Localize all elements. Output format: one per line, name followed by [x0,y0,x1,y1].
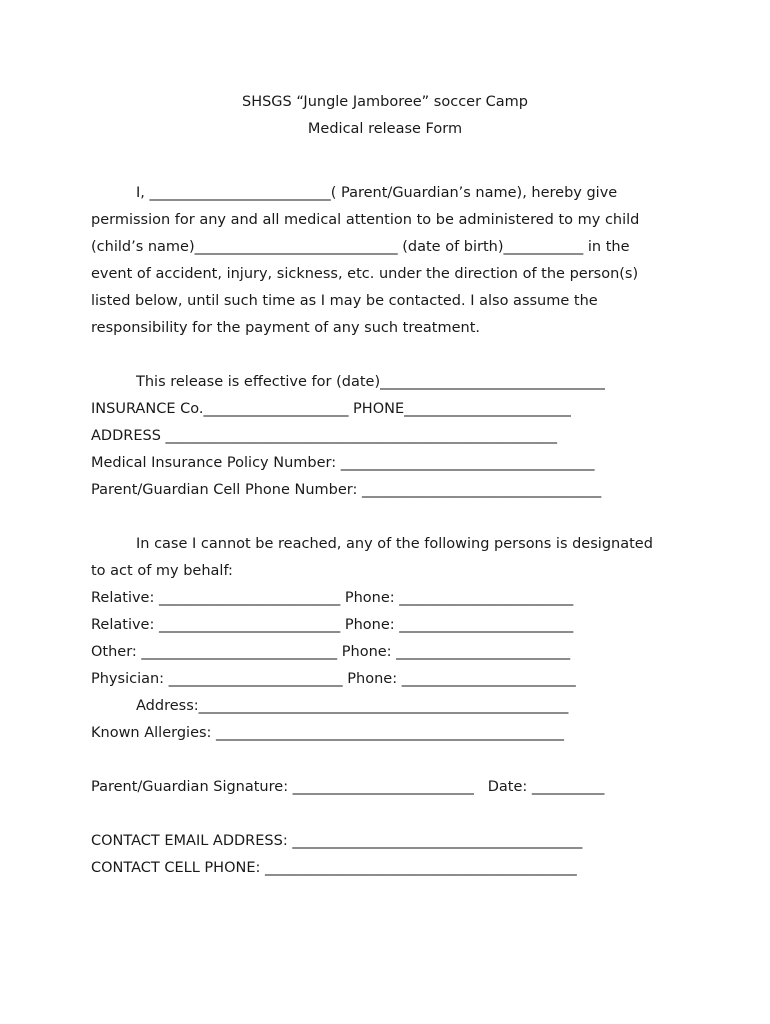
physician-address-field[interactable]: Address:___________________________________________________ [136,698,569,714]
form-subtitle: Medical release Form [307,121,463,137]
designate-intro-line-1: In case I cannot be reached, any of the following persons is designated [136,536,653,552]
other-contact-field[interactable]: Other: ___________________________ Phone: ________________________ [91,644,571,660]
permission-line-5: listed below, until such time as I may be contacted. I also assume the [91,293,598,309]
permission-line-2: permission for any and all medical attention to be administered to my child [91,212,640,228]
guardian-cell-field[interactable]: Parent/Guardian Cell Phone Number: _________________________________ [91,482,602,498]
permission-line-3: (child’s name)____________________________ (date of birth)___________ in the [91,239,630,255]
permission-line-6: responsibility for the payment of any such treatment. [91,320,481,336]
known-allergies-field[interactable]: Known Allergies: ________________________________________________ [91,725,565,741]
contact-email-field[interactable]: CONTACT EMAIL ADDRESS: ________________________________________ [91,833,583,849]
relative-2-field[interactable]: Relative: _________________________ Phone: ________________________ [91,617,574,633]
policy-number-field[interactable]: Medical Insurance Policy Number: ___________________________________ [91,455,595,471]
permission-line-1: I, _________________________( Parent/Guardian’s name), hereby give [136,185,618,201]
contact-cell-field[interactable]: CONTACT CELL PHONE: ___________________________________________ [91,860,577,876]
insurance-company-phone-field[interactable]: INSURANCE Co.____________________ PHONE_______________________ [91,401,571,417]
insurance-address-field[interactable]: ADDRESS ______________________________________________________ [91,428,558,444]
form-title: SHSGS “Jungle Jamboree” soccer Camp [241,94,528,110]
signature-date-field[interactable]: Parent/Guardian Signature: _________________________ Date: __________ [91,779,605,795]
designate-intro-line-2: to act of my behalf: [91,563,233,579]
physician-field[interactable]: Physician: ________________________ Phone: ________________________ [91,671,576,687]
permission-line-4: event of accident, injury, sickness, etc. under the direction of the person(s) [91,266,639,282]
relative-1-field[interactable]: Relative: _________________________ Phone: ________________________ [91,590,574,606]
effective-date-field[interactable]: This release is effective for (date)_______________________________ [136,374,605,390]
